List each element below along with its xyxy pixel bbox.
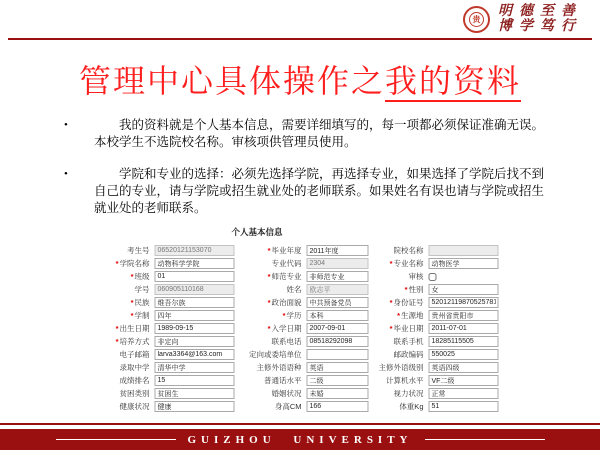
required-asterisk: *: [115, 337, 119, 346]
university-seal-icon: [463, 6, 490, 33]
form-field-label: *师范专业: [267, 272, 302, 281]
form-field-value: [155, 375, 235, 386]
form-input[interactable]: [307, 323, 369, 334]
form-field-value: [429, 362, 499, 373]
footer-left-line: [56, 439, 176, 441]
required-asterisk: *: [267, 246, 271, 255]
seal-inner-emblem: 贵: [469, 12, 484, 27]
slide-title: [0, 56, 600, 102]
form-field-value: [155, 323, 235, 334]
form-field-value: [307, 336, 369, 347]
slide-header: [463, 4, 582, 34]
form-field-label: 专业代码: [271, 259, 302, 268]
form-field-label: *性别: [404, 285, 424, 294]
header-divider: [8, 38, 592, 40]
form-field-value: [155, 297, 235, 308]
form-input[interactable]: [307, 388, 369, 399]
form-input[interactable]: [307, 297, 369, 308]
bullet-text: 我的资料就是个人基本信息，需要详细填写的，每一项都必须保证准确无误。本校学生不选院校名称。审核项供管理员使用。: [94, 118, 545, 149]
form-field-label: 电子邮箱: [119, 350, 150, 359]
form-input[interactable]: [155, 284, 235, 295]
form-field-value: [429, 284, 499, 295]
form-field-value: [307, 401, 369, 412]
form-field-value: [307, 388, 369, 399]
form-input[interactable]: [307, 349, 369, 360]
footer-university-name: GUIZHOU UNIVERSITY: [187, 433, 413, 446]
form-field-value: [429, 297, 499, 308]
form-input[interactable]: [429, 336, 499, 347]
form-field-label: 院校名称: [393, 246, 424, 255]
form-input[interactable]: [155, 349, 235, 360]
form-field-value: [155, 349, 235, 360]
form-field-value: [307, 297, 369, 308]
form-input[interactable]: [155, 258, 235, 269]
form-field-value: [429, 336, 499, 347]
form-field-value: [307, 271, 369, 282]
form-field-label: *政治面貌: [267, 298, 302, 307]
form-input[interactable]: [429, 323, 499, 334]
form-input[interactable]: [307, 310, 369, 321]
form-field-value: [429, 349, 499, 360]
form-field-label: *毕业日期: [389, 324, 424, 333]
required-asterisk: *: [404, 285, 408, 294]
required-asterisk: *: [389, 324, 393, 333]
form-title: 个人基本信息: [231, 227, 283, 237]
motto-line-2: 博学笃行: [498, 19, 582, 34]
required-asterisk: *: [267, 272, 271, 281]
form-field-value: [307, 245, 369, 256]
form-field-value: [155, 258, 235, 269]
form-field-label: *身份证号: [389, 298, 424, 307]
form-field-value: [155, 362, 235, 373]
required-asterisk: *: [130, 298, 134, 307]
required-asterisk: *: [115, 324, 119, 333]
university-motto: [498, 4, 582, 34]
form-field-label: 姓名: [286, 285, 302, 294]
form-field-label: *民族: [130, 298, 150, 307]
required-asterisk: *: [267, 324, 271, 333]
form-field-label: 主修外语语种: [256, 363, 302, 372]
form-field-label: 身高CM: [274, 402, 302, 411]
form-input[interactable]: [155, 375, 235, 386]
required-asterisk: *: [130, 311, 134, 320]
form-field-label: 联系手机: [393, 337, 424, 346]
form-field-value: [307, 375, 369, 386]
form-input[interactable]: [429, 258, 499, 269]
form-input[interactable]: [155, 271, 235, 282]
form-field-label: 成绩排名: [119, 376, 150, 385]
form-field-value: [429, 245, 499, 256]
bullet-text: 学院和专业的选择：必须先选择学院，再选择专业，如果选择了学院后找不到自己的专业，请与学院或招生就业处的老师联系。如果姓名有误也请与学院或招生就业处的老师联系。: [94, 167, 545, 215]
form-input[interactable]: [429, 284, 499, 295]
form-input[interactable]: [155, 362, 235, 373]
form-input[interactable]: [155, 401, 235, 412]
form-field-value: [429, 323, 499, 334]
form-field-value: [429, 310, 499, 321]
form-field-label: 贫困类别: [119, 389, 150, 398]
form-input[interactable]: [155, 323, 235, 334]
form-field-label: 普通话水平: [264, 376, 302, 385]
form-field-label: 主修外语级别: [378, 363, 424, 372]
form-field-label: 体重Kg: [399, 402, 424, 411]
form-field-label: 计算机水平: [386, 376, 424, 385]
required-asterisk: *: [130, 272, 134, 281]
form-field-label: 邮政编码: [393, 350, 424, 359]
form-field-value: [429, 258, 499, 269]
form-field-label: *学院名称: [115, 259, 150, 268]
form-field-value: [307, 284, 369, 295]
form-field-label: *入学日期: [267, 324, 302, 333]
form-field-label: 定向或委培单位: [249, 350, 302, 359]
footer-right-line: [425, 439, 545, 441]
form-field-label: *学历: [282, 311, 302, 320]
form-field-value: [155, 271, 235, 282]
form-input[interactable]: [429, 349, 499, 360]
form-input[interactable]: [429, 297, 499, 308]
required-asterisk: *: [115, 259, 119, 268]
form-field-label: *毕业年度: [267, 246, 302, 255]
form-input[interactable]: [429, 362, 499, 373]
form-input[interactable]: [155, 245, 235, 256]
form-input[interactable]: [429, 310, 499, 321]
required-asterisk: *: [282, 311, 286, 320]
required-asterisk: *: [389, 298, 393, 307]
form-input[interactable]: [307, 375, 369, 386]
form-input[interactable]: [155, 310, 235, 321]
form-field-label: *班级: [130, 272, 150, 281]
personal-info-form: [102, 244, 499, 413]
form-field-label: 健康状况: [119, 402, 150, 411]
form-field-label: *学制: [130, 311, 150, 320]
form-input[interactable]: [429, 388, 499, 399]
form-field-value: [307, 258, 369, 269]
bullet-list: [64, 117, 544, 232]
form-input[interactable]: [155, 297, 235, 308]
form-field-value: [155, 284, 235, 295]
motto-line-1: 明德至善: [498, 4, 582, 19]
slide-title-underlined: 我的资料: [385, 63, 521, 102]
list-item: [64, 166, 544, 217]
form-input[interactable]: [155, 388, 235, 399]
slide-title-prefix: 管理中心具体操作之: [78, 63, 385, 99]
form-input[interactable]: [307, 271, 369, 282]
footer-divider: [0, 423, 600, 425]
form-field-label: 录取中学: [119, 363, 150, 372]
form-field-value: [429, 375, 499, 386]
form-input[interactable]: [429, 245, 499, 256]
form-input[interactable]: [307, 362, 369, 373]
form-field-label: 视力状况: [393, 389, 424, 398]
list-item: [64, 117, 544, 151]
form-field-label: 联系电话: [271, 337, 302, 346]
form-input[interactable]: [307, 258, 369, 269]
form-field-value: [307, 323, 369, 334]
required-asterisk: *: [397, 311, 400, 320]
form-input[interactable]: [429, 401, 499, 412]
form-field-value: [307, 362, 369, 373]
form-field-label: 审核: [408, 272, 424, 281]
form-input[interactable]: [307, 336, 369, 347]
footer-band: [0, 429, 600, 450]
form-input[interactable]: [429, 375, 499, 386]
form-field-value: [429, 388, 499, 399]
form-field-value: [307, 310, 369, 321]
form-field-label: *培养方式: [115, 337, 150, 346]
bullet-icon: •: [64, 168, 68, 180]
form-field-value: [155, 245, 235, 256]
form-field-value: [155, 388, 235, 399]
form-field-label: *专业名称: [389, 259, 424, 268]
form-field-value: [155, 336, 235, 347]
form-input[interactable]: [307, 245, 369, 256]
form-input[interactable]: [307, 284, 369, 295]
audit-checkbox[interactable]: [429, 273, 437, 281]
form-field-label: 学号: [134, 285, 150, 294]
form-input[interactable]: [155, 336, 235, 347]
form-field-value: [429, 401, 499, 412]
required-asterisk: *: [267, 298, 271, 307]
form-field-value: [307, 349, 369, 360]
required-asterisk: *: [389, 259, 393, 268]
form-field-value: [155, 401, 235, 412]
form-field-value: [429, 271, 499, 282]
form-field-label: *生源地: [397, 311, 424, 320]
form-input[interactable]: [307, 401, 369, 412]
form-field-label: 婚姻状况: [271, 389, 302, 398]
form-field-label: *出生日期: [115, 324, 150, 333]
bullet-icon: •: [64, 119, 68, 131]
form-field-value: [155, 310, 235, 321]
form-field-label: 考生号: [127, 246, 150, 255]
